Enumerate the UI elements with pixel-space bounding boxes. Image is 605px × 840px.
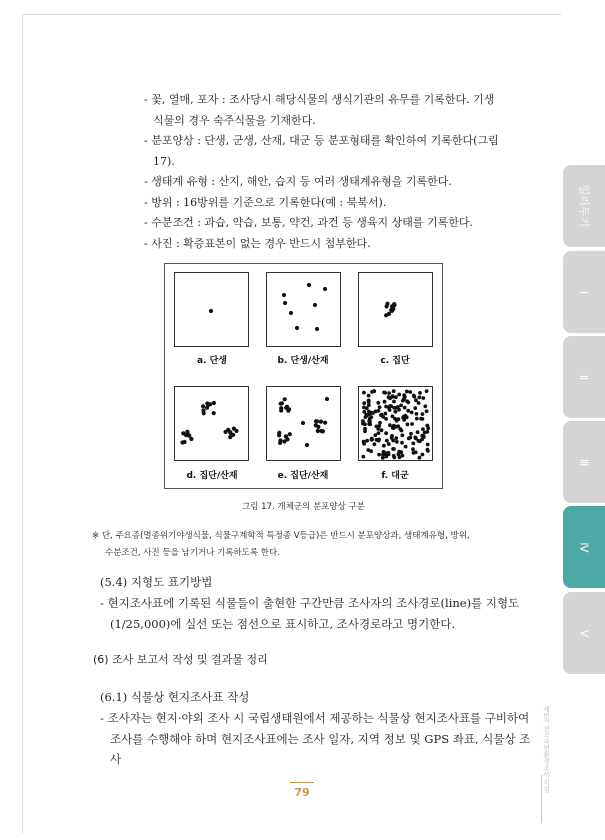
plant-dot — [421, 396, 425, 400]
plant-dot — [384, 455, 388, 459]
plant-dot — [421, 453, 425, 457]
side-divider — [541, 775, 542, 823]
plant-dot — [417, 401, 421, 405]
plant-dot — [362, 391, 366, 395]
plant-dot — [307, 283, 311, 287]
plant-dot — [325, 397, 329, 401]
plant-dot — [314, 423, 318, 427]
plant-dot — [418, 391, 422, 395]
plant-dot — [406, 423, 410, 427]
plant-dot — [367, 394, 371, 398]
panel-label-f: f. 대군 — [381, 471, 409, 481]
panel-b — [266, 272, 341, 347]
plant-dot — [417, 395, 421, 399]
plant-dot — [377, 453, 381, 457]
panel-c-dots — [359, 273, 432, 346]
tab-chapter-2[interactable]: Ⅱ — [563, 336, 605, 418]
plant-dot — [373, 442, 377, 446]
plant-dot — [411, 442, 415, 446]
plant-dot — [426, 430, 430, 434]
plant-dot — [226, 428, 230, 432]
plant-dot — [313, 303, 317, 307]
plant-dot — [418, 456, 422, 460]
page-number: 79 — [282, 786, 322, 799]
plant-dot — [421, 427, 425, 431]
plant-dot — [380, 428, 384, 432]
plant-dot — [409, 432, 413, 436]
plant-dot — [362, 442, 366, 446]
plant-dot — [397, 393, 401, 397]
plant-dot — [387, 406, 391, 410]
plant-dot — [386, 451, 390, 455]
panel-label-e: e. 집단/산재 — [277, 471, 329, 481]
panel-e — [266, 386, 341, 461]
plant-dot — [402, 397, 406, 401]
plant-dot — [370, 390, 374, 394]
plant-dot — [378, 405, 382, 409]
panel-f-dots — [359, 387, 432, 460]
plant-dot — [388, 423, 392, 427]
plant-dot — [426, 449, 430, 453]
plant-dot — [289, 311, 293, 315]
plant-dot — [404, 445, 408, 449]
panel-d-dots — [175, 387, 248, 460]
section-6-1-body: - 조사자는 현지·야외 조사 시 국립생태원에서 제공하는 식물상 현지조사표를 구비하여 조사를 수행해야 하며 현지조사표에는 조사 일자, 지역 정보 및 GPS 좌표, 식물상 조사 — [100, 711, 531, 766]
figure-caption: 그림 17. 개체군의 분포양상 구분 — [242, 502, 365, 512]
plant-dot — [401, 454, 405, 458]
tab-chapter-4[interactable]: Ⅳ — [563, 506, 605, 588]
plant-dot — [387, 391, 391, 395]
plant-dot — [407, 400, 411, 404]
plant-dot — [403, 406, 407, 410]
plant-dot — [385, 302, 389, 306]
plant-dot — [383, 391, 387, 395]
plant-dot — [189, 437, 193, 441]
plant-dot — [367, 399, 371, 403]
plant-dot — [412, 395, 416, 399]
panel-label-b: b. 단생/산재 — [277, 356, 329, 366]
plant-dot — [408, 436, 412, 440]
plant-dot — [415, 417, 419, 421]
plant-dot — [392, 456, 396, 460]
tab-chapter-1[interactable]: Ⅰ — [563, 251, 605, 333]
panel-label-d: d. 집단/산재 — [186, 471, 238, 481]
plant-dot — [387, 442, 391, 446]
plant-dot — [369, 449, 373, 453]
plant-dot — [425, 389, 429, 393]
bullet-direction: - 방위 : 16방위를 기준으로 기록한다(예 : 북북서). — [144, 195, 387, 209]
plant-dot — [410, 422, 414, 426]
plant-dot — [408, 390, 412, 394]
plant-dot — [181, 431, 185, 435]
plant-dot — [392, 303, 396, 307]
plant-dot — [400, 429, 404, 433]
plant-dot — [421, 412, 425, 416]
plant-dot — [384, 431, 388, 435]
plant-dot — [212, 401, 216, 405]
plant-dot — [323, 421, 327, 425]
plant-dot — [391, 308, 395, 312]
bullet-moisture: - 수분조건 : 과습, 약습, 보통, 약건, 과건 등 생육지 상태를 기록한다. — [144, 216, 474, 229]
panel-label-c: c. 집단 — [380, 356, 410, 366]
side-running-title: 제5차 전국자연환경조사 지침 — [542, 706, 550, 793]
plant-dot — [319, 429, 323, 433]
plant-dot — [392, 400, 396, 404]
distribution-figure — [164, 263, 443, 489]
plant-dot — [394, 410, 398, 414]
plant-dot — [376, 427, 380, 431]
plant-dot — [365, 439, 369, 443]
plant-dot — [361, 455, 365, 459]
plant-dot — [323, 287, 327, 291]
plant-dot — [400, 433, 404, 437]
plant-dot — [367, 422, 371, 426]
plant-dot — [382, 451, 386, 455]
plant-dot — [314, 419, 318, 423]
plant-dot — [402, 393, 406, 397]
panel-label-a: a. 단생 — [196, 356, 227, 366]
tab-chapter-5[interactable]: Ⅴ — [563, 592, 605, 674]
section-6-1-heading: (6.1) 식물상 현지조사표 작성 — [100, 690, 250, 704]
plant-dot — [425, 409, 429, 413]
plant-dot — [201, 404, 205, 408]
plant-dot — [413, 406, 417, 410]
plant-dot — [419, 417, 423, 421]
plant-dot — [397, 452, 401, 456]
plant-dot — [391, 414, 395, 418]
plant-dot — [381, 456, 385, 460]
plant-dot — [383, 400, 387, 404]
plant-dot — [295, 326, 299, 330]
plant-dot — [288, 432, 292, 436]
plant-dot — [396, 405, 400, 409]
plant-dot — [370, 411, 374, 415]
plant-dot — [404, 416, 408, 420]
plant-dot — [283, 397, 287, 401]
plant-dot — [410, 411, 414, 415]
plant-dot — [209, 309, 213, 313]
plant-dot — [381, 415, 385, 419]
section-5-4-body: - 현지조사표에 기록된 식물들이 출현한 구간만큼 조사자의 조사경로(line)를 지형도 (1/25,000)에 실선 또는 점선으로 표시하고, 조사경로라고 명기한다. — [100, 596, 520, 631]
plant-dot — [378, 421, 382, 425]
bullet-flowers: - 꽃, 열매, 포자 : 조사당시 해당식물의 생식기관의 유무를 기록한다. 기생 식물의 경우 숙주식물을 기재한다. — [144, 93, 495, 127]
plant-dot — [420, 434, 424, 438]
plant-dot — [232, 427, 236, 431]
plant-dot — [363, 427, 367, 431]
plant-dot — [400, 441, 404, 445]
plant-dot — [385, 439, 389, 443]
plant-dot — [394, 436, 398, 440]
plant-dot — [363, 422, 367, 426]
plant-dot — [426, 443, 430, 447]
plant-dot — [406, 409, 410, 413]
panel-b-dots — [267, 273, 340, 346]
plant-dot — [316, 429, 320, 433]
plant-dot — [207, 403, 211, 407]
tab-chapter-3[interactable]: Ⅲ — [563, 421, 605, 503]
bullet-ecosystem: - 생태계 유형 : 산지, 해안, 습지 등 여러 생태계유형을 기록한다. — [144, 175, 452, 188]
plant-dot — [305, 443, 309, 447]
plant-dot — [382, 444, 386, 448]
plant-dot — [399, 404, 403, 408]
plant-dot — [376, 401, 380, 405]
panel-d — [174, 386, 249, 461]
plant-dot — [394, 395, 398, 399]
plant-dot — [279, 408, 283, 412]
panel-a — [174, 272, 249, 347]
plant-dot — [279, 402, 283, 406]
plant-dot — [384, 412, 388, 416]
plant-dot — [392, 389, 396, 393]
plant-dot — [395, 440, 399, 444]
section-6-heading: (6) 조사 보고서 작성 및 결과물 정리 — [93, 653, 268, 666]
plant-dot — [185, 430, 189, 434]
plant-dot — [391, 426, 395, 430]
plant-dot — [425, 424, 429, 428]
plant-dot — [278, 438, 282, 442]
plant-dot — [201, 408, 205, 412]
plant-dot — [365, 406, 369, 410]
panel-f — [358, 386, 433, 461]
section-5-4-heading: (5.4) 지형도 표기방법 — [100, 575, 213, 589]
plant-dot — [315, 327, 319, 331]
bullet-distribution: - 분포양상 : 단생, 군생, 산재, 대군 등 분포형태를 확인하여 기록한다(그림 17). — [144, 134, 499, 168]
plant-dot — [228, 435, 232, 439]
bullet-photo: - 사진 : 확증표본이 없는 경우 반드시 첨부한다. — [144, 236, 371, 250]
plant-dot — [387, 395, 391, 399]
plant-dot — [285, 437, 289, 441]
plant-dot — [362, 401, 366, 405]
plant-dot — [405, 390, 409, 394]
panel-a-dots — [175, 273, 248, 346]
plant-dot — [423, 404, 427, 408]
plant-dot — [377, 431, 381, 435]
plant-dot — [282, 293, 286, 297]
plant-dot — [183, 440, 187, 444]
plant-dot — [319, 420, 323, 424]
plant-dot — [418, 439, 422, 443]
plant-dot — [284, 406, 288, 410]
plant-dot — [413, 436, 417, 440]
plant-dot — [411, 447, 415, 451]
plant-dot — [414, 398, 418, 402]
plant-dot — [395, 419, 399, 423]
bullet-list — [144, 90, 539, 254]
plant-dot — [416, 430, 420, 434]
plant-dot — [212, 411, 216, 415]
plant-dot — [415, 412, 419, 416]
plant-dot — [377, 438, 381, 442]
plant-dot — [391, 395, 395, 399]
plant-dot — [390, 436, 394, 440]
plant-dot — [387, 312, 391, 316]
plant-dot — [283, 301, 287, 305]
plant-dot — [362, 410, 366, 414]
plant-dot — [301, 421, 305, 425]
note: ※ 단, 주요종(멸종위기야생식물, 식물구계학적 특정종 Ⅴ등급)은 반드시 분포양상과, 생태계유형, 방위, 수분조건, 사진 등을 남기거나 기록하도록 한다. — [92, 531, 470, 558]
plant-dot — [277, 431, 281, 435]
plant-dot — [370, 437, 374, 441]
panel-c — [358, 272, 433, 347]
tab-intro[interactable]: 일러두기 — [563, 165, 605, 247]
panel-e-dots — [267, 387, 340, 460]
plant-dot — [412, 451, 416, 455]
plant-dot — [392, 447, 396, 451]
